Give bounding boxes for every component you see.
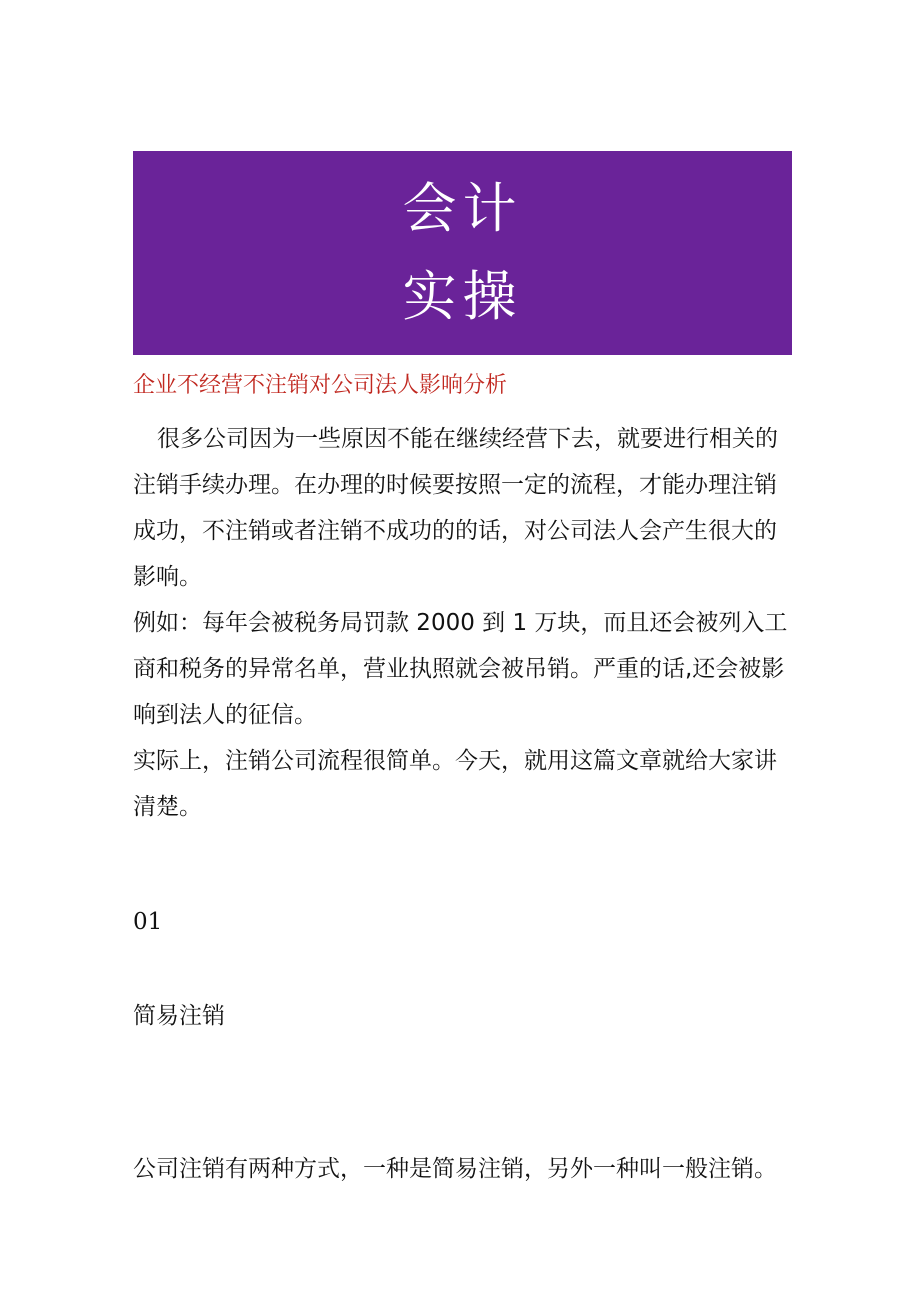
title-banner bbox=[133, 151, 792, 355]
paragraph-example: 例如：每年会被税务局罚款 2000 到 1 万块，而且还会被列入工商和税务的异常名单，营业执照就会被吊销。严重的话,还会被影响到法人的征信。 bbox=[133, 610, 788, 728]
section-heading: 简易注销 bbox=[133, 1003, 225, 1029]
section-number: 01 bbox=[133, 909, 163, 935]
paragraph-intro: 很多公司因为一些原因不能在继续经营下去，就要进行相关的注销手续办理。在办理的时候要按照一定的流程，才能办理注销成功，不注销或者注销不成功的的话，对公司法人会产生很大的影响。 bbox=[133, 426, 778, 590]
banner-line-1: 会计 bbox=[402, 177, 523, 240]
document-page bbox=[133, 0, 793, 1301]
closing-paragraph: 公司注销有两种方式，一种是简易注销，另外一种叫一般注销。 bbox=[133, 1156, 777, 1182]
paragraph-summary: 实际上，注销公司流程很简单。今天，就用这篇文章就给大家讲清楚。 bbox=[133, 748, 777, 820]
article-title: 企业不经营不注销对公司法人影响分析 bbox=[133, 373, 508, 398]
banner-line-2: 实操 bbox=[402, 265, 523, 328]
article-body bbox=[133, 416, 793, 830]
